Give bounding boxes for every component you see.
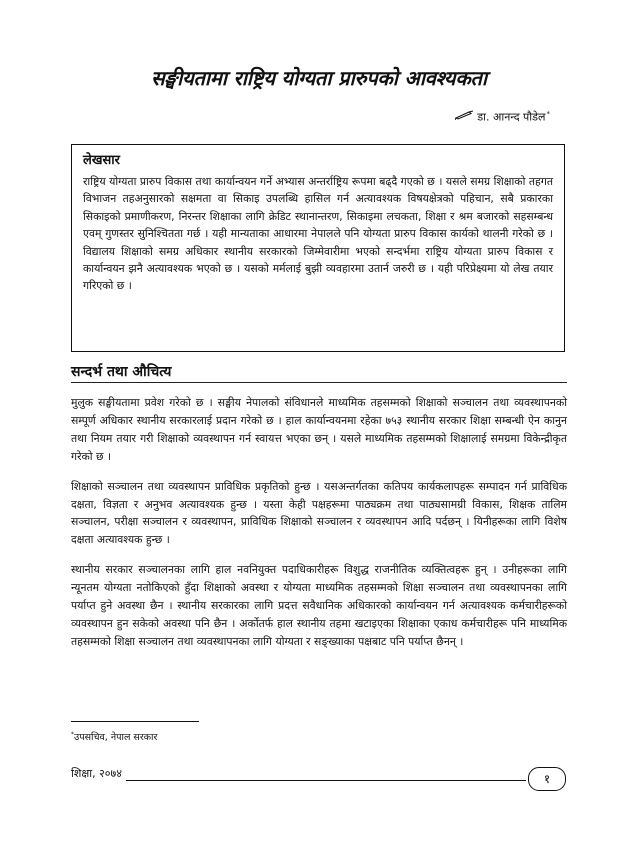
footnote-mark: * xyxy=(71,731,74,738)
footnote-divider xyxy=(71,721,199,722)
body-text xyxy=(71,394,567,663)
pen-icon xyxy=(455,109,475,125)
body-paragraph: स्थानीय सरकार सञ्चालनका लागि हाल नवनियुक्त पदाधिकारीहरू विशुद्ध राजनीतिक व्यक्तित्वहरू हुन् । उनीहरूका लागि न्यूनतम योग्यता नतोकिएको हुँदा शिक्षाको अवस्था र योग्यता माध्यमिक तहसम्मको शिक्षा सञ्चालन तथा व्यवस्थापनका लागि पर्याप्त हुने अवस्था छैन । स्थानीय सरकारका लागि प्रदत्त सवैधानिक अधिकारको कार्यान्वयन गर्न अत्यावश्यक कर्मचारीहरूको व्यवस्थापन हुन सकेको अवस्था पनि छैन । अर्कोतर्फ हाल स्थानीय तहमा खटाइएका शिक्षाका एकाध कर्मचारीहरू पनि माध्यमिक तहसम्मको शिक्षा सञ्चालन तथा व्यवस्थापनका लागि योग्यता र सङ्ख्याका पक्षबाट पनि पर्याप्त छैनन् । xyxy=(71,563,567,648)
footnote-text: उपसचिव, नेपाल सरकार xyxy=(74,732,158,744)
footnote xyxy=(71,728,157,744)
section-title: सन्दर्भ तथा औचित्य xyxy=(71,364,172,380)
footer-rule xyxy=(71,780,526,781)
abstract-box xyxy=(71,144,565,352)
page-number-badge xyxy=(528,767,566,791)
page-number: १ xyxy=(543,772,551,786)
section-divider xyxy=(71,382,567,383)
author-footnote-mark: * xyxy=(546,110,550,118)
journal-name: शिक्षा, २०७४ xyxy=(71,766,126,782)
author-name: डा. आनन्द पौडेल xyxy=(477,110,546,124)
abstract-title: लेखसार xyxy=(83,153,120,168)
body-paragraph: मुलुक सङ्घीयतामा प्रवेश गरेको छ । सङ्घीय नेपालको संविधानले माध्यमिक तहसम्मको शिक्षाको सञ्चालन तथा व्यवस्थापनको सम्पूर्ण अधिकार स्थानीय सरकारलाई प्रदान गरेको छ । हाल कार्यान्वयनमा रहेका ७५३ स्थानीय सरकार शिक्षा सम्बन्धी ऐन कानुन तथा नियम तयार गरी शिक्षाको व्यवस्थापन गर्न स्वायत्त भएका छन् । यसले माध्यमिक तहसम्मको शिक्षालाई समग्रमा विकेन्द्रीकृत गरेको छ । xyxy=(71,396,567,463)
abstract-text: राष्ट्रिय योग्यता प्रारुप विकास तथा कार्यान्वयन गर्ने अभ्यास अन्तर्राष्ट्रिय रूपमा बढ्दै गएको छ । यसले समग्र शिक्षाको तहगत विभाजन तहअनुसारको सक्षमता वा सिकाइ उपलब्धि हासिल गर्न अत्यावश्यक विषयक्षेत्रको पहिचान, सबै प्रकारका सिकाइको प्रमाणीकरण, निरन्तर शिक्षाका लागि क्रेडिट स्थानान्तरण, सिकाइमा लचकता, शिक्षा र श्रम बजारको सहसम्बन्ध एवम् गुणस्तर सुनिश्चितता गर्छ । यही मान्यताका आधारमा नेपालले पनि योग्यता प्रारुप विकास कार्यको थालनी गरेको छ । विद्यालय शिक्षाको समग्र अधिकार स्थानीय सरकारको जिम्मेवारीमा भएको सन्दर्भमा राष्ट्रिय योग्यता प्रारुप विकास र कार्यान्वयन झनै अत्यावश्यक भएको छ । यसको मर्मलाई बुझी व्यवहारमा उतार्न जरुरी छ । यही परिप्रेक्ष्यमा यो लेख तयार गरिएको छ । xyxy=(83,175,553,293)
article-title: सङ्घीयतामा राष्ट्रिय योग्यता प्रारुपको आवश्यकता xyxy=(151,66,487,90)
body-paragraph: शिक्षाको सञ्चालन तथा व्यवस्थापन प्राविधिक प्रकृतिको हुन्छ । यसअन्तर्गतका कतिपय कार्यकलापहरू सम्पादन गर्न प्राविधिक दक्षता, विज्ञता र अनुभव अत्यावश्यक हुन्छ । यस्ता केही पक्षहरूमा पाठ्यक्रम तथा पाठ्यसामग्री विकास, शिक्षक तालिम सञ्चालन, परीक्षा सञ्चालन र व्यवस्थापन, प्राविधिक शिक्षाको सञ्चालन र व्यवस्थापन आदि पर्दछन् । यिनीहरूका लागि विशेष दक्षता अत्यावश्यक हुन्छ । xyxy=(71,479,567,547)
author-line xyxy=(455,106,550,126)
